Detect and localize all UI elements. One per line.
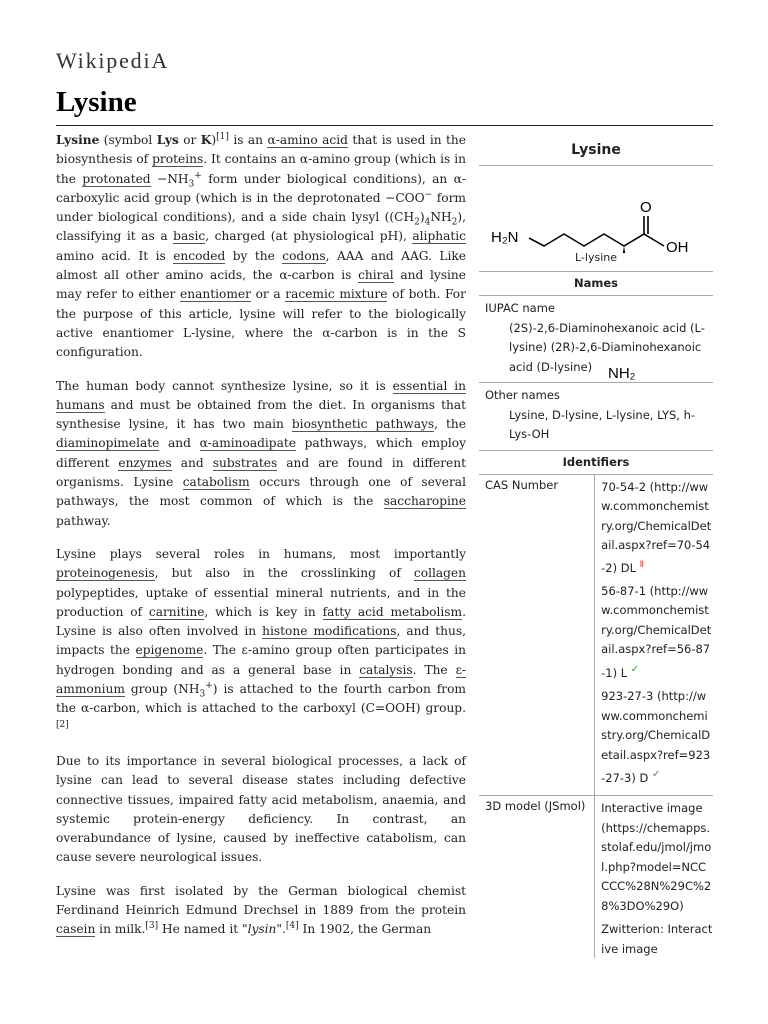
amine-label: H₂N — [491, 229, 519, 246]
link-enantiomer[interactable]: enantiomer — [180, 287, 251, 302]
title-divider — [56, 125, 713, 126]
link-ammonium[interactable]: ε-ammonium — [56, 662, 466, 697]
bold-term: Lys — [156, 133, 179, 147]
jsmol-label: 3D model (JSmol) — [479, 796, 595, 958]
link-carnitine[interactable]: carnitine — [148, 604, 205, 619]
text: , charged (at physiological pH), — [205, 229, 413, 244]
text: ". — [276, 922, 286, 937]
subscript: 3 — [199, 689, 206, 700]
text: He named it " — [158, 922, 248, 937]
other-names-block — [479, 383, 713, 451]
subscript: 4 — [424, 217, 431, 228]
link-casein[interactable]: casein — [56, 922, 96, 937]
text: −NH — [150, 171, 189, 186]
text: , AAA and AAG. Like almost all other amino acids, the α-carbon is — [56, 248, 466, 283]
cas-text[interactable]: 56-87-1 (http://www.commonchemistry.org/ChemicalDetail.aspx?ref=56-87-1) L — [601, 583, 712, 680]
page-title: Lysine — [56, 86, 137, 118]
text: and — [171, 455, 213, 470]
checkmark-icon: ✓ — [630, 663, 640, 675]
text: and lysine may refer to either — [56, 268, 466, 302]
citation-2[interactable]: [2] — [56, 719, 69, 730]
iupac-value: (2S)-2,6-Diaminohexanoic acid (L-lysine) (2R)-2,6-Diaminohexanoic acid (D-lysine) — [509, 320, 705, 374]
link-basic[interactable]: basic — [173, 229, 206, 244]
jsmol-link-2[interactable]: Zwitterion: Interactive image — [601, 922, 713, 956]
text: Lysine was first isolated by the German biological chemist Ferdinand Heinrich Edmund Drechsel in 1889 from the protein — [56, 883, 466, 917]
text: polypeptides, uptake of essential mineral nutrients, and in the production of — [56, 585, 466, 619]
article-body — [56, 131, 466, 954]
text: , and thus, impacts the — [56, 624, 466, 658]
subscript: 2 — [414, 217, 420, 228]
link-aliphatic[interactable]: aliphatic — [412, 229, 466, 244]
link-codons[interactable]: codons — [282, 248, 326, 263]
text: The human body cannot synthesize lysine, so it is — [56, 378, 393, 393]
text: ) — [211, 133, 217, 147]
checkmark-icon: ✓ — [652, 769, 661, 781]
text: (symbol — [99, 133, 157, 147]
text: or a — [250, 287, 286, 302]
link-saccharopine[interactable]: saccharopine — [383, 494, 466, 509]
link-encoded[interactable]: encoded — [173, 248, 226, 263]
text: by the — [225, 248, 283, 263]
structure-image[interactable] — [479, 165, 713, 272]
paragraph-deficiency: Due to its importance in several biological processes, a lack of lysine can lead to several disease states including defective connective tissues, impaired fatty acid metabolism, anaemia, and systemic protein-energy deficiency. In contrast, an overabundance of lysine, caused by ineffective catabolism, can cause severe neurological issues. — [56, 753, 466, 865]
link-protonated[interactable]: protonated — [82, 171, 151, 186]
citation-1[interactable]: [1] — [216, 131, 229, 142]
hydroxyl-label: OH — [666, 239, 689, 253]
amine-nh2-label-layer — [608, 362, 668, 382]
text: amino acid. It is — [56, 248, 174, 263]
carboxyl-bond — [644, 234, 664, 246]
text: and must be obtained from the diet. In organisms that synthesise lysine, it has two main — [56, 397, 466, 432]
link-essential-in-humans[interactable]: essential in humans — [56, 378, 466, 412]
cas-text[interactable]: 70-54-2 (http://www.commonchemistry.org/ChemicalDetail.aspx?ref=70-54-2) DL — [601, 479, 712, 575]
jsmol-row — [479, 796, 713, 958]
text: . The — [412, 662, 456, 677]
link-histone-modifications[interactable]: histone modifications — [262, 624, 397, 639]
identifiers-header: Identifiers — [479, 451, 713, 475]
link-substrates[interactable]: substrates — [212, 455, 278, 470]
infobox-title: Lysine — [571, 142, 621, 158]
text: , the — [434, 417, 466, 432]
names-header: Names — [479, 272, 713, 296]
cas-text[interactable]: 923-27-3 (http://www.commonchemistry.org/ChemicalDetail.aspx?ref=923-27-3) D — [601, 689, 711, 785]
link-catabolism[interactable]: catabolism — [182, 475, 250, 490]
text: or — [178, 133, 201, 147]
subscript: 2 — [451, 217, 458, 228]
text: ) — [419, 210, 425, 225]
infobox — [479, 133, 713, 958]
link-collagen[interactable]: collagen — [413, 566, 466, 581]
iupac-name-block — [479, 296, 713, 383]
paragraph-synthesis — [56, 377, 466, 531]
text: form under biological conditions), and a side chain lysyl ((CH — [56, 190, 466, 225]
link-chiral[interactable]: chiral — [358, 268, 394, 283]
superscript: + — [194, 170, 202, 181]
lysine-structure-diagram — [489, 168, 709, 253]
text: NH — [430, 210, 452, 225]
text: form under biological conditions), an α-carboxylic acid group (which is in the deprotonated −COO — [56, 171, 466, 205]
iupac-label: IUPAC name — [485, 301, 555, 315]
link-biosynthetic-pathways[interactable]: biosynthetic pathways — [291, 417, 435, 432]
text: that is used in the biosynthesis of — [56, 133, 466, 167]
oxygen-label: O — [640, 199, 652, 216]
jsmol-values — [595, 796, 713, 958]
citation-4[interactable]: [4] — [285, 921, 299, 932]
link-catalysis[interactable]: catalysis — [359, 662, 413, 677]
superscript: + — [205, 680, 213, 691]
cas-entry-d[interactable] — [601, 687, 713, 788]
cas-row — [479, 475, 713, 797]
text: pathway. — [56, 513, 111, 528]
link-aminoadipate[interactable]: α-aminoadipate — [199, 436, 296, 451]
text: In 1902, the German — [298, 922, 432, 937]
link-proteinogenesis[interactable]: proteinogenesis — [56, 566, 155, 581]
link-enzymes[interactable]: enzymes — [118, 455, 172, 470]
cas-values — [595, 475, 713, 796]
jsmol-link-1[interactable]: Interactive image (https://chemapps.stolaf.edu/jmol/jmol.php?model=NCCCCC%28N%29C%28%3DO%29O) — [601, 801, 712, 913]
verify-mark-icon: Ⅱ — [639, 559, 645, 570]
link-fatty-acid-metabolism[interactable]: fatty acid metabolism — [322, 604, 463, 619]
text: ), classifying it as a — [56, 210, 466, 244]
cas-label: CAS Number — [479, 475, 595, 796]
link-racemic-mixture[interactable]: racemic mixture — [285, 287, 388, 302]
structure-caption: L-lysine — [575, 251, 617, 264]
text: . The ε-amino group often participates in hydrogen bonding and as a general base in — [56, 643, 466, 677]
link-proteins[interactable]: proteins — [152, 152, 204, 167]
carbon-chain — [529, 234, 644, 246]
text: pathways, which employ different — [56, 436, 466, 470]
wikipedia-logo[interactable]: WikipediA — [56, 48, 170, 73]
cas-entry-l[interactable] — [601, 582, 713, 683]
citation-3[interactable]: [3] — [145, 921, 159, 932]
text: ) is attached to the fourth carbon from the α-carbon, which is attached to the carboxyl (C=OOH) group. — [56, 682, 466, 716]
text: and — [159, 436, 200, 451]
text: , which is key in — [204, 604, 323, 619]
text: and are found in different organisms. Lysine — [56, 455, 466, 490]
paragraph-roles — [56, 545, 466, 738]
text: . Lysine is also often involved in — [56, 604, 466, 639]
paragraph-intro — [56, 131, 466, 363]
italic-term: lysin — [247, 922, 277, 937]
superscript: − — [424, 189, 433, 200]
other-names-label: Other names — [485, 388, 560, 402]
paragraph-history — [56, 882, 466, 940]
other-names-value: Lysine, D-lysine, L-lysine, LYS, h-Lys-OH — [509, 407, 696, 441]
text: in milk. — [95, 922, 146, 937]
link-diaminopimelate[interactable]: diaminopimelate — [56, 436, 160, 451]
text: Lysine plays several roles in humans, most importantly — [56, 546, 466, 561]
text: group (NH — [124, 682, 200, 697]
subscript: 3 — [188, 179, 195, 190]
text: is an — [228, 133, 268, 147]
link-epigenome[interactable]: epigenome — [135, 643, 204, 658]
bold-term: K — [200, 133, 212, 147]
link-amino-acid[interactable]: α-amino acid — [267, 133, 348, 147]
text: , but also in the crosslinking of — [154, 566, 414, 581]
cas-entry-dl[interactable] — [601, 478, 713, 578]
text: occurs through one of several pathways, the most common of which is the — [56, 475, 466, 509]
text: of both. For the purpose of this article, lysine will refer to the biologically active enantiomer L-lysine, where the α-carbon is in the S configuration. — [56, 287, 466, 360]
alpha-amine-label: NH₂ — [608, 365, 636, 382]
bold-term: Lysine — [56, 133, 100, 147]
text: . It contains an α-amino group (which is in the — [56, 152, 466, 186]
